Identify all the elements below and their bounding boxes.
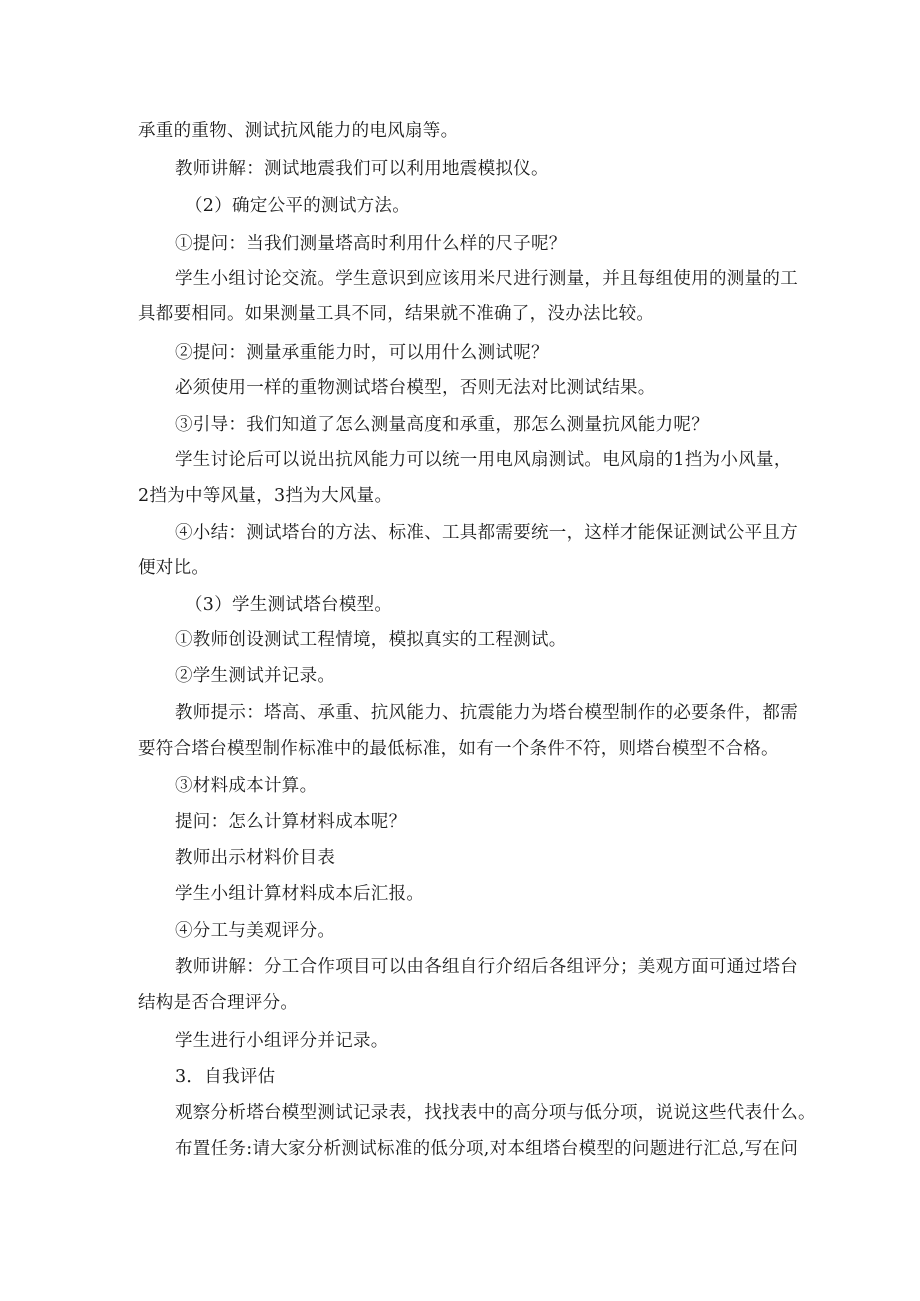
section-heading: （2）确定公平的测试方法。: [185, 196, 411, 216]
text-line: 学生小组计算材料成本后汇报。: [175, 884, 425, 904]
text-line: 观察分析塔台模型测试记录表，找找表中的高分项与低分项，说说这些代表什么。: [175, 1103, 816, 1123]
text-line: ②学生测试并记录。: [175, 666, 336, 686]
text-line: 布置任务:请大家分析测试标准的低分项,对本组塔台模型的问题进行汇总,写在问: [175, 1139, 799, 1159]
text-line: 2挡为中等风量，3挡为大风量。: [138, 486, 393, 506]
text-line: 教师提示：塔高、承重、抗风能力、抗震能力为塔台模型制作的必要条件，都需: [175, 703, 798, 723]
section-heading: 3．自我评估: [175, 1067, 276, 1087]
text-line: 学生进行小组评分并记录。: [175, 1031, 389, 1051]
text-line: 提问：怎么计算材料成本呢？: [175, 812, 407, 832]
text-line: ④小结：测试塔台的方法、标准、工具都需要统一，这样才能保证测试公平且方: [175, 523, 798, 543]
text-line: 承重的重物、测试抗风能力的电风扇等。: [138, 121, 459, 141]
text-line: 学生小组讨论交流。学生意识到应该用米尺进行测量，并且每组使用的测量的工: [175, 269, 798, 289]
section-heading: （3）学生测试塔台模型。: [185, 595, 393, 615]
text-line: ④分工与美观评分。: [175, 921, 336, 941]
text-line: ③材料成本计算。: [175, 776, 318, 796]
text-line: 学生讨论后可以说出抗风能力可以统一用电风扇测试。电风扇的1挡为小风量，: [175, 450, 792, 470]
text-line: 教师讲解：分工合作项目可以由各组自行介绍后各组评分；美观方面可通过塔台: [175, 957, 798, 977]
text-line: 便对比。: [138, 558, 210, 578]
text-line: 教师出示材料价目表: [175, 848, 336, 868]
text-line: ③引导：我们知道了怎么测量高度和承重，那怎么测量抗风能力呢？: [175, 415, 709, 435]
text-line: ①教师创设测试工程情境，模拟真实的工程测试。: [175, 630, 567, 650]
text-line: 结构是否合理评分。: [138, 993, 299, 1013]
text-line: 教师讲解：测试地震我们可以利用地震模拟仪。: [175, 159, 549, 179]
text-line: 要符合塔台模型制作标准中的最低标准，如有一个条件不符，则塔台模型不合格。: [138, 739, 779, 759]
text-line: 具都要相同。如果测量工具不同，结果就不准确了，没办法比较。: [138, 304, 655, 324]
text-line: 必须使用一样的重物测试塔台模型，否则无法对比测试结果。: [175, 378, 656, 398]
text-line: ②提问：测量承重能力时，可以用什么测试呢？: [175, 343, 549, 363]
text-line: ①提问：当我们测量塔高时利用什么样的尺子呢？: [175, 234, 567, 254]
